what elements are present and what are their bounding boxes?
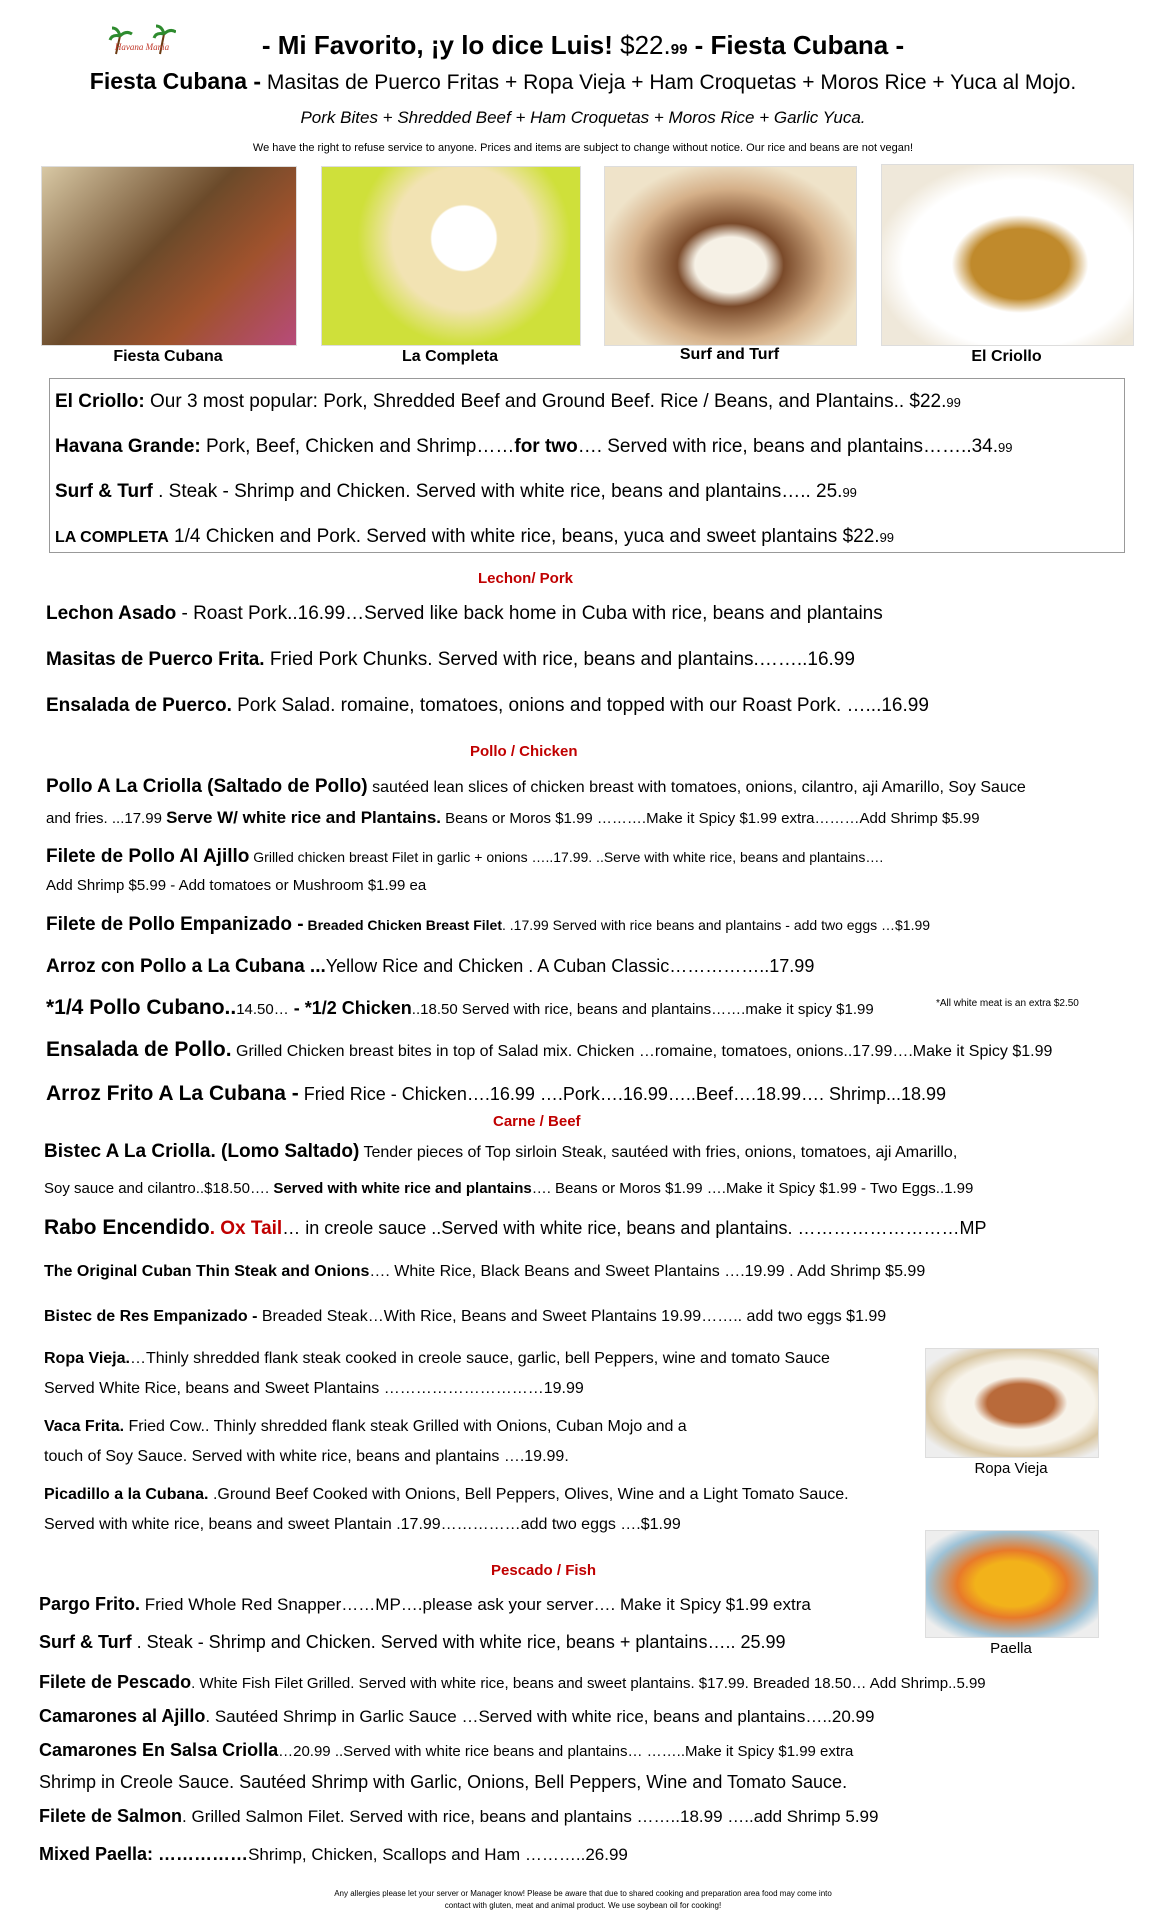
combo-surf-turf [55,481,857,503]
fish-camarones-desc: Shrimp in Creole Sauce. Sautéed Shrimp with Garlic, Onions, Bell Peppers, Wine and Tomato Sauce. [39,1772,848,1792]
caption-surf-and-turf: Surf and Turf [679,346,780,363]
photo-fiesta-cubana [41,166,297,346]
fiesta-description [0,68,1166,95]
item-bold: Breaded Chicken Breast Filet [303,917,502,933]
item-name-2: - *1/2 Chicken [288,998,412,1018]
fish-pargo-frito [39,1594,811,1615]
allergy-footer [0,1888,1166,1912]
item-desc: . White Fish Filet Grilled. Served with white rice, beans and sweet plantains. $17.99. Breaded 18.50… Add Shrimp..5.99 [191,1675,986,1692]
chicken-criolla-line2 [46,808,980,828]
fiesta-text: Masitas de Puerco Fritas + Ropa Vieja + Ham Croquetas + Moros Rice + Yuca al Mojo. [261,71,1077,94]
title-price: $22. [620,30,671,60]
item-name: Picadillo a la Cubana. [44,1486,209,1503]
title-sub: - Fiesta Cubana - [694,30,905,60]
item-desc: ..18.50 Served with rice, beans and plantains…….make it spicy $1.99 [411,1001,874,1018]
item-desc: . .17.99 Served with rice beans and plantains - add two eggs …$1.99 [502,917,931,933]
item-name: Arroz con Pollo a La Cubana ... [46,956,326,977]
caption-ropa-vieja: Ropa Vieja [974,1460,1048,1477]
item-name: Pollo A La Criolla (Saltado de Pollo) [46,776,368,797]
item-desc: . Grilled Salmon Filet. Served with rice, beans and plantains ……..18.99 …..add Shrimp 5.99 [182,1807,879,1826]
item-desc: - Roast Pork..16.99…Served like back home in Cuba with rice, beans and plantains [176,603,883,624]
beef-ropa-vieja-line2: Served White Rice, beans and Sweet Plantains …………………………19.99 [44,1380,584,1397]
beef-bistec-criolla-line2 [44,1180,973,1197]
footer-line-2: contact with gluten, meat and animal product. We use soybean oil for cooking! [444,1901,722,1910]
item-desc: Grilled Chicken breast bites in top of Salad mix. Chicken …romaine, tomatoes, onions..17.99….Make it Spicy $1.99 [231,1043,1053,1060]
combo-havana-grande [55,436,1013,458]
item-name: Rabo Encendido [44,1216,210,1239]
item-name-2: . (Lomo Saltado) [210,1141,360,1162]
caption-la-completa: La Completa [401,348,498,365]
photo-surf-and-turf [604,166,857,346]
beef-picadillo-line2: Served with white rice, beans and sweet Plantain .17.99……………add two eggs ….$1.99 [44,1516,681,1533]
item-name: Filete de Salmon [39,1806,183,1826]
pork-masitas [46,649,855,671]
white-meat-note: *All white meat is an extra $2.50 [936,998,1079,1009]
item-desc: …. White Rice, Black Beans and Sweet Plantains ….19.99 . Add Shrimp $5.99 [369,1263,926,1280]
item-desc: Pork Salad. romaine, tomatoes, onions and topped with our Roast Pork. …...16.99 [231,695,929,716]
section-chicken: Pollo / Chicken [470,743,578,760]
fish-filete-salmon [39,1806,878,1827]
item-for-two: for two [514,436,578,457]
item-desc: sautéed lean slices of chicken breast with tomatoes, onions, cilantro, aji Amarillo, Soy Sauce [367,779,1026,796]
item-name: El Criollo: [55,391,145,412]
item-cents: 99 [998,440,1013,455]
logo-text: Havana Mania [114,42,170,52]
chicken-ajillo [46,846,883,868]
chicken-criolla [46,776,1026,798]
chicken-arroz-frito [46,1082,946,1106]
beef-vaca-frita [44,1418,687,1436]
item-desc: and fries. ...17.99 [46,810,167,827]
chicken-empanizado [46,914,930,936]
item-name: Vaca Frita. [44,1418,125,1435]
item-name: Arroz Frito A La Cubana - [46,1082,299,1105]
item-name: Bistec A La Criolla [44,1141,211,1162]
item-name: Pargo Frito. [39,1594,141,1614]
photo-el-criollo [881,164,1134,346]
beef-picadillo [44,1486,849,1504]
item-desc: Grilled chicken breast Filet in garlic + onions …..17.99. ..Serve with white rice, beans and plantains…. [249,849,884,865]
item-ox-tail: . Ox Tail [209,1218,283,1239]
section-beef: Carne / Beef [493,1113,581,1130]
chicken-ajillo-line2: Add Shrimp $5.99 - Add tomatoes or Mushroom $1.99 ea [46,877,427,894]
section-pork: Lechon/ Pork [478,570,574,587]
pork-lechon-asado [46,603,883,625]
item-name: Surf & Turf [39,1632,132,1652]
item-serve: Served with white rice and plantains [273,1180,532,1197]
title-main: - Mi Favorito, ¡y lo dice Luis! [261,30,613,60]
item-name: Camarones al Ajillo [39,1706,206,1726]
footer-line-1: Any allergies please let your server or Manager know! Please be aware that due to shared cooking and preparation area food may come into [334,1889,832,1898]
item-cents: 99 [879,530,895,545]
fish-mixed-paella [39,1844,628,1865]
item-desc: . Sautéed Shrimp in Garlic Sauce …Served with white rice, beans and plantains…..20.99 [205,1707,875,1726]
photo-la-completa [321,166,581,346]
chicken-arroz-con-pollo [46,956,814,978]
item-cents: 99 [842,485,857,500]
fish-filete-pescado [39,1672,986,1693]
item-extras: Beans or Moros $1.99 ……….Make it Spicy $1.99 extra………Add Shrimp $5.99 [441,810,980,827]
item-name: Havana Grande: [55,436,201,457]
fiesta-name: Fiesta Cubana - [89,68,262,94]
item-name: Bistec de Res Empanizado - [44,1308,258,1325]
item-desc: 1/4 Chicken and Pork. Served with white rice, beans, yuca and sweet plantains $22. [168,526,880,547]
item-desc: Fried Whole Red Snapper……MP….please ask your server…. Make it Spicy $1.99 extra [140,1595,811,1614]
item-desc: .Ground Beef Cooked with Onions, Bell Peppers, Olives, Wine and a Light Tomato Sauce. [208,1486,849,1503]
page-title [0,30,1166,61]
item-name: Lechon Asado [46,603,177,624]
item-desc: Fried Rice - Chicken….16.99 ….Pork….16.99…..Beef….18.99…. Shrimp...18.99 [298,1084,947,1104]
combo-el-criollo [55,391,961,413]
item-serve: Serve W/ white rice and Plantains. [166,808,441,827]
item-desc: Breaded Steak…With Rice, Beans and Sweet Plantains 19.99…….. add two eggs $1.99 [257,1308,887,1325]
item-desc: . Steak - Shrimp and Chicken. Served with white rice, beans + plantains….. 25.99 [131,1632,786,1652]
fish-camarones-criolla [39,1740,853,1761]
item-price: 14.50… [236,1001,289,1018]
beef-res-empanizado [44,1308,886,1326]
chicken-pollo-cubano [46,996,874,1020]
caption-fiesta-cubana: Fiesta Cubana [113,348,223,365]
item-desc: Pork, Beef, Chicken and Shrimp…… [200,436,515,457]
item-name: Ropa Vieja. [44,1350,130,1367]
item-desc2: …. Served with rice, beans and plantains……..34. [577,436,999,457]
item-desc: …Thinly shredded flank steak cooked in creole sauce, garlic, bell Peppers, wine and tomato Sauce [129,1350,830,1367]
item-desc: …20.99 ..Served with white rice beans and plantains… ……..Make it Spicy $1.99 extra [278,1743,854,1760]
pork-ensalada [46,695,929,717]
item-name: Filete de Pollo Al Ajillo [46,846,250,867]
item-name: Surf & Turf [55,481,153,502]
item-name: Filete de Pescado [39,1672,192,1692]
combo-la-completa [55,526,894,548]
fish-surf-turf [39,1632,786,1653]
fish-camarones-ajillo [39,1706,874,1727]
item-cents: 99 [946,395,961,410]
item-name: Ensalada de Pollo. [46,1038,232,1061]
fiesta-english: Pork Bites + Shredded Beef + Ham Croquetas + Moros Rice + Garlic Yuca. [300,108,866,127]
item-name: Filete de Pollo Empanizado - [46,914,304,935]
item-extras: …. Beans or Moros $1.99 ….Make it Spicy $1.99 - Two Eggs..1.99 [531,1180,974,1197]
item-desc: Yellow Rice and Chicken . A Cuban Classic……………..17.99 [325,956,815,976]
item-name: *1/4 Pollo Cubano.. [46,996,237,1019]
beef-rabo-encendido [44,1216,986,1240]
item-desc: Shrimp, Chicken, Scallops and Ham ………..26.99 [248,1845,628,1864]
beef-vaca-frita-line2: touch of Soy Sauce. Served with white rice, beans and plantains ….19.99. [44,1448,569,1465]
caption-el-criollo: El Criollo [971,348,1042,365]
item-name: Ensalada de Puerco. [46,695,232,716]
beef-bistec-criolla [44,1141,957,1163]
section-fish: Pescado / Fish [491,1562,597,1579]
item-name: Masitas de Puerco Frita. [46,649,265,670]
item-desc: . Steak - Shrimp and Chicken. Served with white rice, beans and plantains….. 25. [152,481,843,502]
item-name: Camarones En Salsa Criolla [39,1740,279,1760]
photo-ropa-vieja [925,1348,1099,1458]
item-desc: Fried Cow.. Thinly shredded flank steak Grilled with Onions, Cuban Mojo and a [124,1418,687,1435]
item-desc: Fried Pork Chunks. Served with rice, beans and plantains.……..16.99 [264,649,855,670]
chicken-ensalada [46,1038,1052,1062]
item-desc: Our 3 most popular: Pork, Shredded Beef and Ground Beef. Rice / Beans, and Plantains.. $22. [144,391,947,412]
caption-paella: Paella [990,1640,1032,1657]
item-name: LA COMPLETA [55,529,169,546]
item-name: The Original Cuban Thin Steak and Onions [44,1263,370,1280]
policy-notice: We have the right to refuse service to anyone. Prices and items are subject to change without notice. Our rice and beans are not vegan! [252,142,914,154]
beef-thin-steak [44,1263,925,1281]
item-name: Mixed Paella: …………… [39,1844,249,1864]
item-desc: Tender pieces of Top sirloin Steak, sautéed with fries, onions, tomatoes, aji Amarillo, [359,1144,958,1161]
title-price-cents: 99 [670,41,688,58]
item-desc: Soy sauce and cilantro..$18.50…. [44,1180,274,1197]
photo-paella [925,1530,1099,1638]
item-desc: … in creole sauce ..Served with white rice, beans and plantains. ………………………MP [282,1218,987,1238]
beef-ropa-vieja [44,1350,830,1368]
